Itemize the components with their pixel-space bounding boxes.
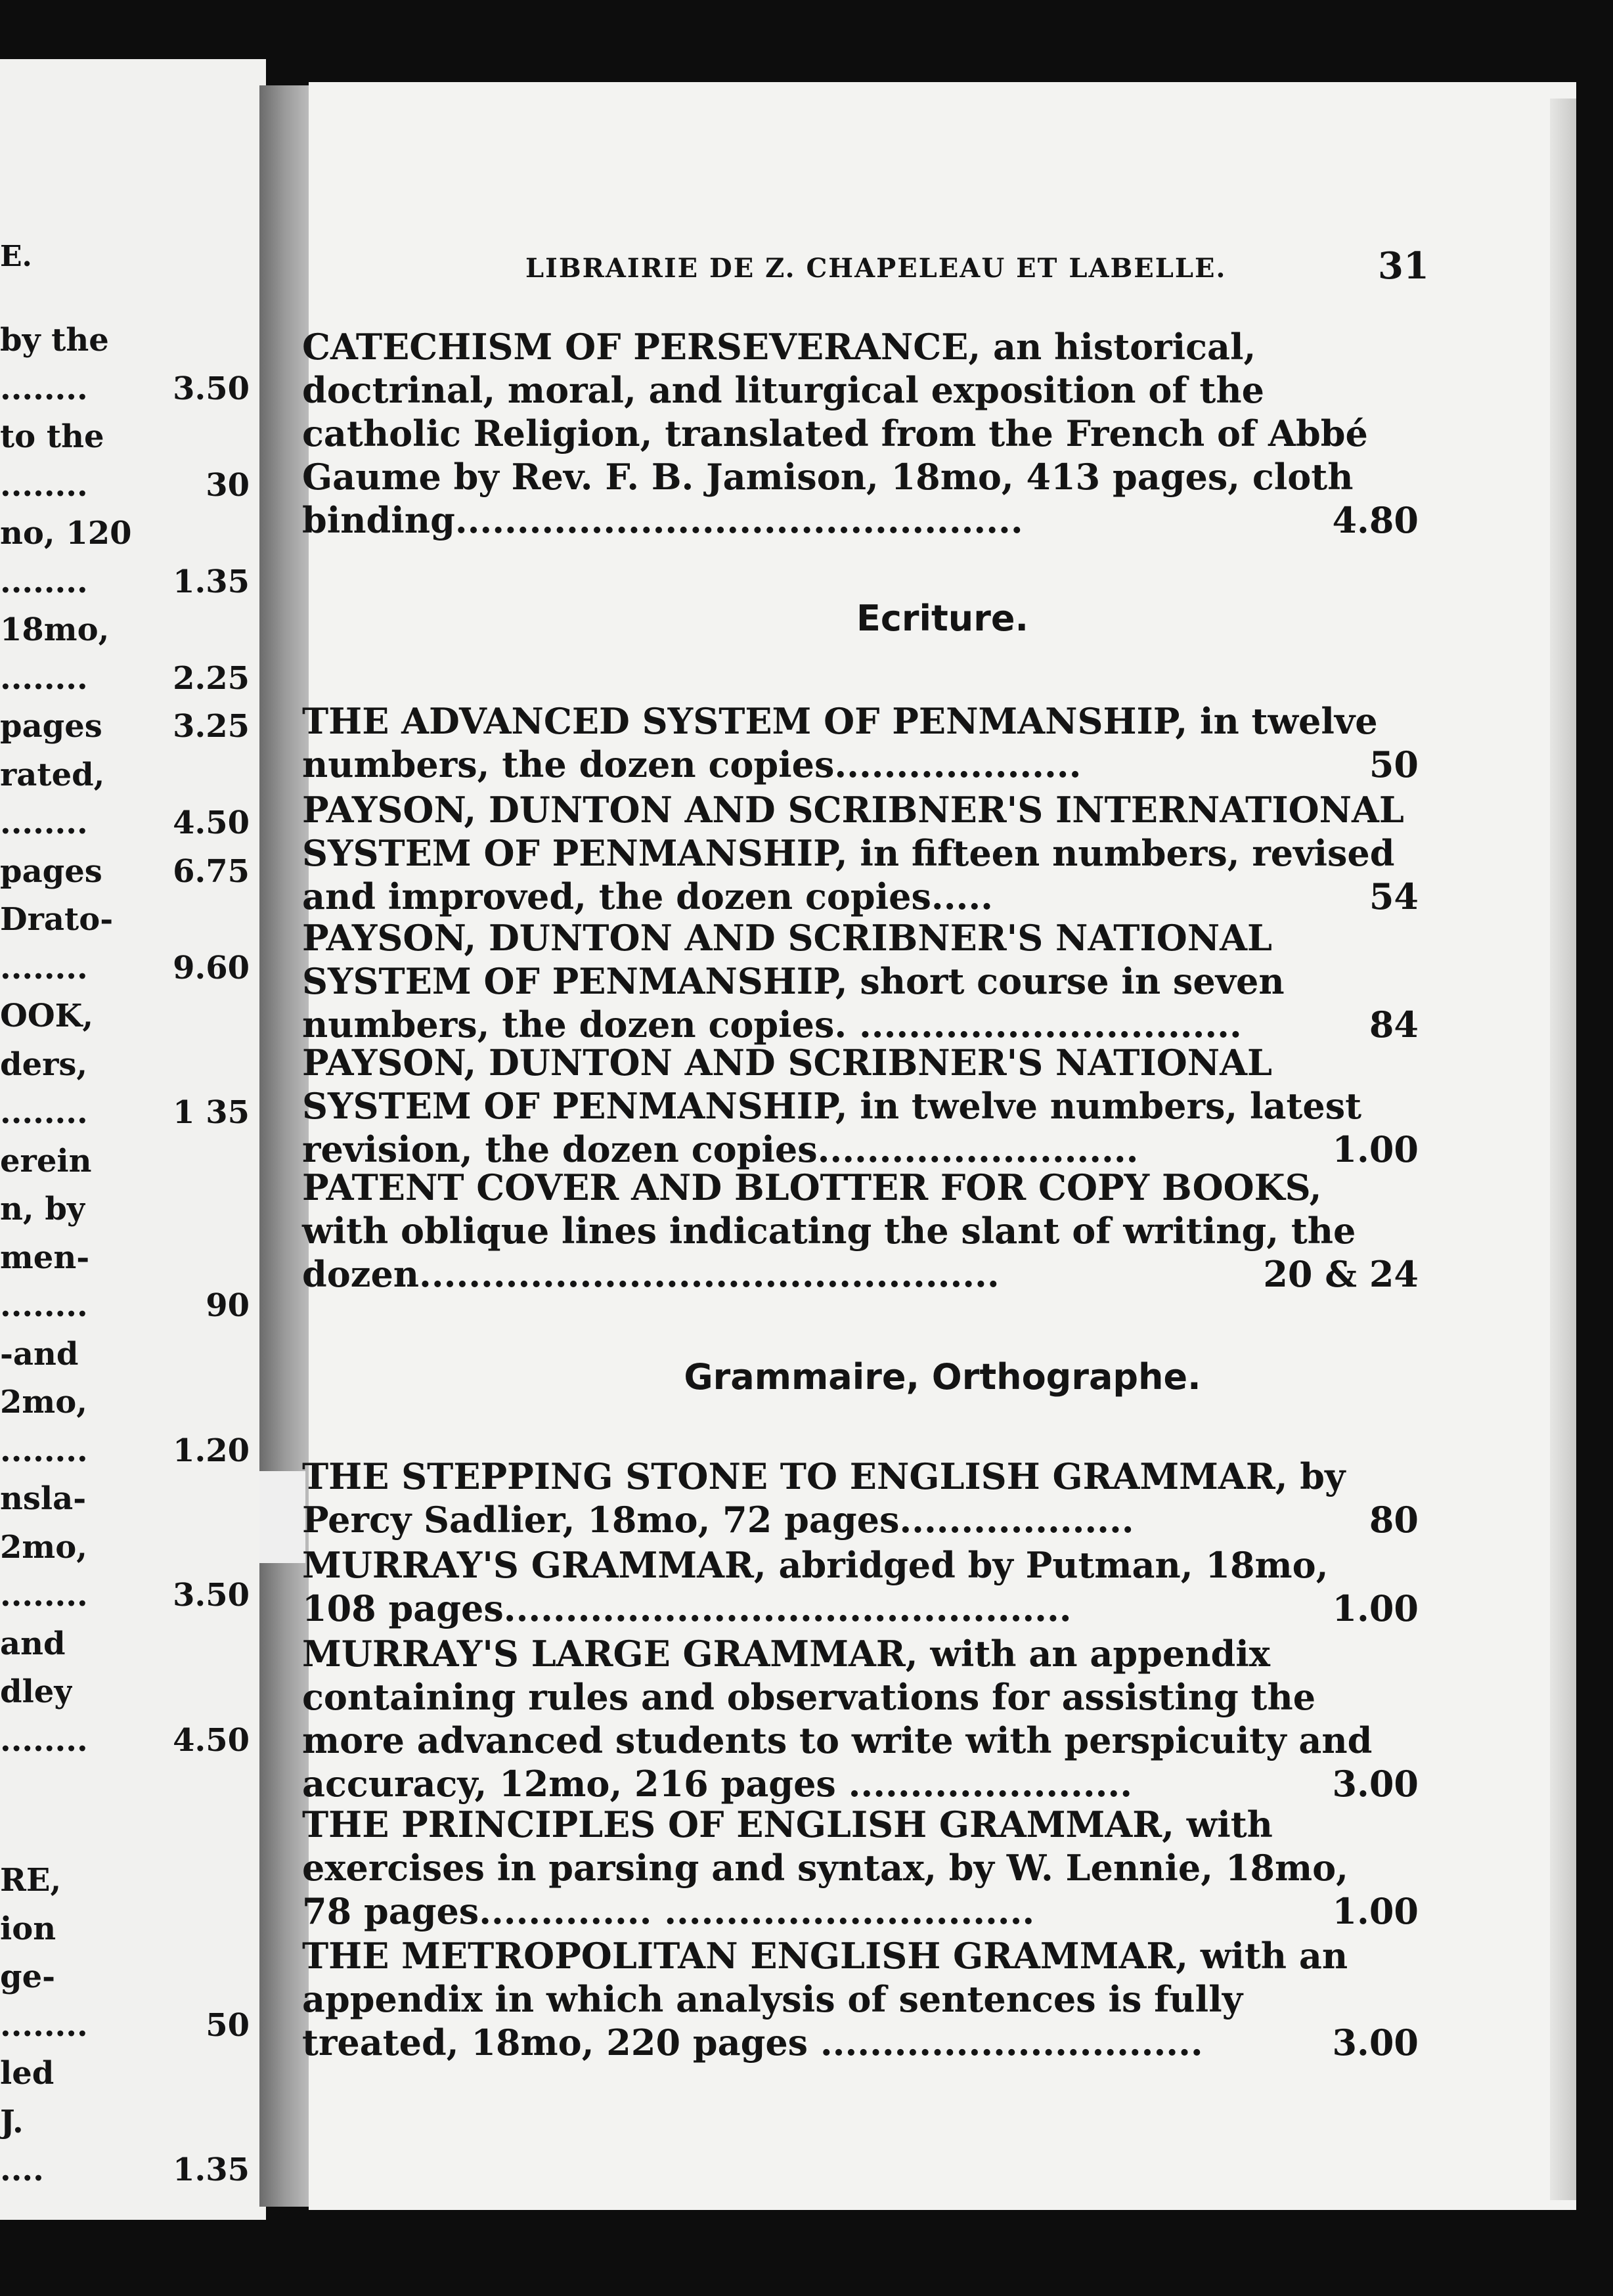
entry-price: 80: [1369, 1499, 1419, 1541]
left-list-row: [0, 370, 250, 410]
left-list-row: [0, 853, 250, 893]
page-edge: [1550, 99, 1576, 2200]
left-row-text: RE,: [0, 1862, 62, 1899]
left-row-text: to the: [0, 418, 104, 455]
left-row-price: 4.50: [173, 805, 250, 841]
left-list-row: [0, 467, 250, 506]
left-row-price: 50: [206, 2007, 250, 2044]
left-row-text: ion: [0, 1910, 56, 1947]
entry-text: CATECHISM OF PERSEVERANCE, an historical, doctrinal, moral, and liturgical exposition of the catholic Religion, translated from the French of Abbé Gaume by Rev. F. B. Jamison, 18mo, 413 pages, cloth binding..............................................: [302, 326, 1368, 541]
left-row-text: ........: [0, 805, 88, 841]
left-list-row: [0, 757, 250, 796]
left-header-fragment: E.: [0, 240, 32, 273]
entry-text: MURRAY'S LARGE GRAMMAR, with an appendix containing rules and observations for assisting the more advanced students to write with perspicuity and accuracy, 12mo, 216 pages .......................: [302, 1633, 1373, 1805]
left-list-row: [0, 1336, 250, 1375]
entry-text: PAYSON, DUNTON AND SCRIBNER'S NATIONAL SYSTEM OF PENMANSHIP, in twelve numbers, latest revision, the dozen copies..........................: [302, 1042, 1362, 1170]
left-list-row: [0, 2055, 250, 2094]
left-list-row: [0, 1577, 250, 1616]
left-row-text: ........: [0, 1722, 88, 1759]
catalog-entry: [302, 1632, 1419, 1805]
left-list-row: [0, 1910, 250, 1950]
left-row-text: ........: [0, 950, 88, 986]
left-row-price: 3.25: [173, 708, 250, 745]
left-list-row: [0, 1673, 250, 1713]
left-row-text: ........: [0, 2007, 88, 2044]
left-row-text: and: [0, 1625, 66, 1662]
left-row-text: ........: [0, 1287, 88, 1324]
left-list-row: [0, 563, 250, 603]
left-row-text: -and: [0, 1336, 79, 1373]
left-row-text: erein: [0, 1143, 92, 1180]
left-list-row: [0, 2007, 250, 2046]
left-list-row: [0, 1191, 250, 1230]
left-row-text: men-: [0, 1239, 90, 1276]
entry-text: PAYSON, DUNTON AND SCRIBNER'S NATIONAL SYSTEM OF PENMANSHIP, short course in seven numbers, the dozen copies. ...............................: [302, 917, 1285, 1046]
left-list-row: [0, 418, 250, 458]
catalog-entry: [302, 788, 1419, 918]
left-row-text: 2mo,: [0, 1529, 87, 1566]
left-list-row: [0, 1432, 250, 1472]
catalog-entry: [302, 916, 1419, 1046]
catalog-entry: [302, 1543, 1419, 1630]
left-row-text: ........: [0, 370, 88, 407]
left-list-row: [0, 950, 250, 989]
left-row-text: pages: [0, 708, 102, 745]
entry-text: THE PRINCIPLES OF ENGLISH GRAMMAR, with exercises in parsing and syntax, by W. Lennie, 18mo, 78 pages.............. ..............................: [302, 1803, 1348, 1932]
left-row-text: 2mo,: [0, 1384, 87, 1421]
catalog-entry: [302, 1934, 1419, 2064]
left-row-text: rated,: [0, 757, 105, 793]
page-tear: [259, 1471, 305, 1563]
left-list-row: [0, 1287, 250, 1327]
section-heading-ecriture: Ecriture.: [856, 598, 1029, 639]
left-row-text: OOK,: [0, 998, 94, 1034]
entry-text: THE ADVANCED SYSTEM OF PENMANSHIP, in twelve numbers, the dozen copies....................: [302, 700, 1378, 785]
left-row-price: 1 35: [173, 1094, 250, 1131]
left-row-price: 3.50: [173, 1577, 250, 1614]
left-row-price: 1.35: [173, 563, 250, 600]
left-list-row: [0, 2152, 250, 2191]
left-row-text: led: [0, 2055, 55, 2092]
catalog-entry: [302, 699, 1419, 786]
left-row-text: ders,: [0, 1046, 88, 1083]
catalog-entry: [302, 1166, 1419, 1296]
entry-text: THE METROPOLITAN ENGLISH GRAMMAR, with an appendix in which analysis of sentences is fully treated, 18mo, 220 pages ...............................: [302, 1935, 1348, 2064]
catalog-entry: [302, 1455, 1419, 1541]
left-page: [0, 59, 266, 2220]
left-list-row: [0, 1094, 250, 1134]
left-row-text: ........: [0, 563, 88, 600]
entry-text: MURRAY'S GRAMMAR, abridged by Putman, 18mo, 108 pages..............................................: [302, 1544, 1329, 1629]
left-row-text: no, 120: [0, 515, 132, 552]
left-row-text: ....: [0, 2152, 44, 2188]
left-row-text: n, by: [0, 1191, 85, 1227]
left-list-row: [0, 322, 250, 361]
left-row-text: J.: [0, 2104, 24, 2140]
left-row-text: Drato-: [0, 901, 114, 938]
left-row-price: 2.25: [173, 660, 250, 697]
left-list-row: [0, 1529, 250, 1568]
left-row-text: 18mo,: [0, 611, 110, 648]
left-list-row: [0, 1239, 250, 1279]
entry-text: THE STEPPING STONE TO ENGLISH GRAMMAR, by Percy Sadlier, 18mo, 72 pages...................: [302, 1455, 1346, 1541]
left-list-row: [0, 805, 250, 844]
left-list-row: [0, 660, 250, 699]
entry-price: 50: [1369, 743, 1419, 785]
left-row-price: 6.75: [173, 853, 250, 890]
entry-price: 54: [1369, 875, 1419, 917]
left-row-text: ........: [0, 467, 88, 504]
section-heading-grammaire: Grammaire, Orthographe.: [684, 1356, 1201, 1398]
entry-text: PATENT COVER AND BLOTTER FOR COPY BOOKS, with oblique lines indicating the slant of writing, the dozen...............................................: [302, 1166, 1356, 1295]
catalog-entry: [302, 1041, 1419, 1171]
catalog-entry: [302, 1803, 1419, 1933]
left-row-text: dley: [0, 1673, 73, 1710]
left-row-text: ge-: [0, 1958, 56, 1995]
left-row-price: 30: [206, 467, 250, 504]
left-list-row: [0, 901, 250, 940]
left-list-row: [0, 1143, 250, 1182]
left-row-text: ........: [0, 1432, 88, 1469]
left-row-text: ........: [0, 1094, 88, 1131]
entry-price: 4.80: [1332, 499, 1419, 541]
left-list-row: [0, 1722, 250, 1761]
left-row-text: ........: [0, 660, 88, 697]
left-row-price: 3.50: [173, 370, 250, 407]
left-list-row: [0, 708, 250, 747]
left-list-row: [0, 1384, 250, 1423]
left-row-price: 90: [206, 1287, 250, 1324]
entry-price: 84: [1369, 1004, 1419, 1046]
page-number: 31: [1378, 244, 1429, 288]
left-row-price: 4.50: [173, 1722, 250, 1759]
left-list-row: [0, 1480, 250, 1520]
entry-price: 1.00: [1332, 1587, 1419, 1629]
left-list-row: [0, 1625, 250, 1665]
left-row-text: by the: [0, 322, 109, 359]
left-list-row: [0, 1862, 250, 1901]
left-row-price: 1.20: [173, 1432, 250, 1469]
left-list-row: [0, 1958, 250, 1998]
left-list-row: [0, 515, 250, 554]
left-list-row: [0, 2104, 250, 2143]
left-list-row: [0, 1046, 250, 1086]
entry-price: 3.00: [1332, 2021, 1419, 2064]
left-row-text: pages: [0, 853, 102, 890]
entry-text: PAYSON, DUNTON AND SCRIBNER'S INTERNATIONAL SYSTEM OF PENMANSHIP, in fifteen numbers, revised and improved, the dozen copies.....: [302, 789, 1404, 917]
left-row-text: nsla-: [0, 1480, 87, 1517]
left-row-price: 9.60: [173, 950, 250, 986]
entry-price: 1.00: [1332, 1128, 1419, 1170]
running-header: LIBRAIRIE DE Z. CHAPELEAU ET LABELLE.: [525, 253, 1227, 284]
left-row-text: ........: [0, 1577, 88, 1614]
catalog-entry: [302, 325, 1419, 542]
entry-price: 1.00: [1332, 1890, 1419, 1932]
entry-price: 20 & 24: [1263, 1253, 1419, 1295]
left-row-price: 1.35: [173, 2152, 250, 2188]
entry-price: 3.00: [1332, 1763, 1419, 1805]
left-list-row: [0, 611, 250, 651]
left-list-row: [0, 998, 250, 1037]
